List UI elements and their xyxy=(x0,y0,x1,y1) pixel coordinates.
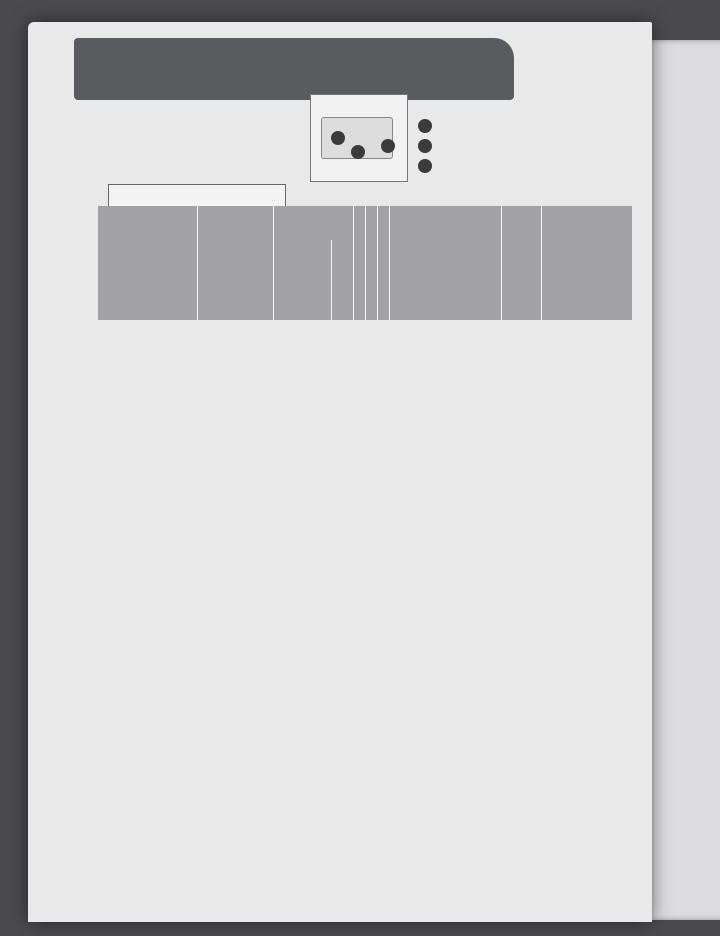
manual-page xyxy=(28,22,652,922)
drawer-badge-2 xyxy=(351,145,365,159)
drawer-badge-3 xyxy=(381,139,395,153)
detergent-item-3 xyxy=(418,156,444,176)
footnotes xyxy=(64,734,652,737)
header-function-group xyxy=(542,206,632,320)
detergent-item-1 xyxy=(418,116,444,136)
header-programme xyxy=(98,206,198,320)
header-compartment-1 xyxy=(354,206,366,320)
header-fabrics-type xyxy=(390,206,502,320)
title-band xyxy=(74,38,514,100)
header-selectable-range xyxy=(274,240,332,320)
header-spin-speed xyxy=(502,206,542,320)
header-compartment-2 xyxy=(366,206,378,320)
detergent-item-2 xyxy=(418,136,444,156)
number-3-badge xyxy=(418,159,432,173)
header-temperature-group xyxy=(274,206,354,320)
header-function xyxy=(542,206,632,230)
detergent-drawer-illustration xyxy=(310,94,408,182)
header-compartment-3 xyxy=(378,206,390,320)
symbol-key xyxy=(108,184,286,208)
adjacent-page xyxy=(652,40,720,920)
number-1-badge xyxy=(418,119,432,133)
detergent-legend xyxy=(418,94,444,176)
header-max-load xyxy=(198,206,274,320)
header-temperature xyxy=(274,206,353,240)
detergent-legend-header xyxy=(418,94,444,114)
header-preset xyxy=(332,240,353,320)
table-header-row xyxy=(98,206,652,320)
drawer-badge-1 xyxy=(331,131,345,145)
number-2-badge xyxy=(418,139,432,153)
